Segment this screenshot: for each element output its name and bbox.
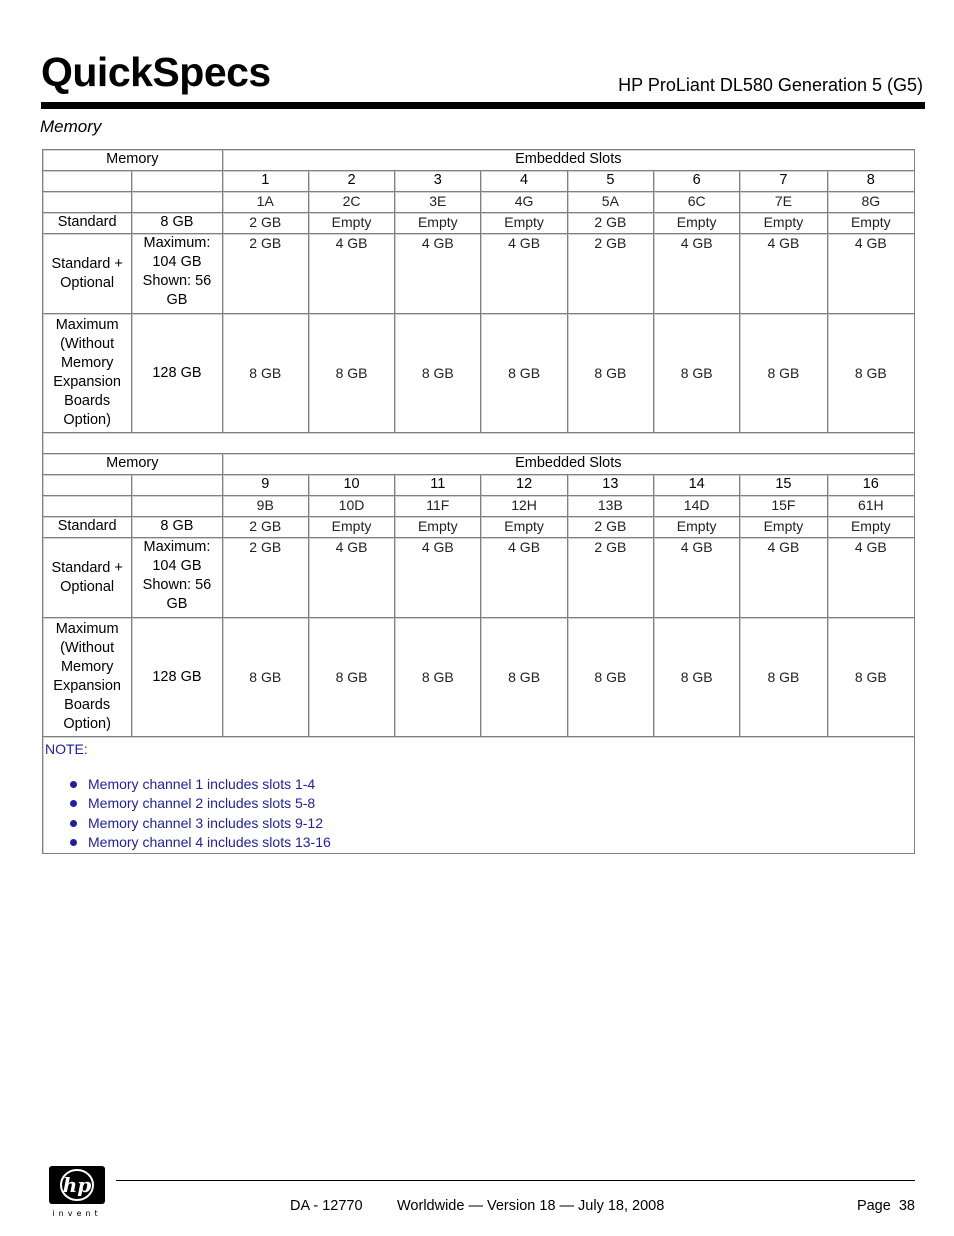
slot-value: 8 GB: [222, 314, 308, 433]
slot-number: 5: [567, 171, 653, 192]
slot-number: 1: [222, 171, 308, 192]
slot-value: 8 GB: [567, 314, 653, 433]
footer-version: Worldwide — Version 18 — July 18, 2008: [397, 1198, 665, 1214]
slot-value: 8 GB: [308, 618, 394, 737]
row-label-maximum: Maximum (Without Memory Expansion Boards Option): [43, 314, 132, 433]
slot-value: 2 GB: [567, 234, 653, 314]
slot-code: 6C: [654, 192, 740, 213]
slot-value: 2 GB: [567, 213, 653, 234]
maximum-row: [43, 314, 915, 433]
slot-value: Empty: [654, 213, 740, 234]
slot-value: 8 GB: [740, 314, 827, 433]
slot-code: 61H: [827, 496, 914, 517]
slot-value: 4 GB: [395, 234, 481, 314]
memory-label: Memory: [43, 454, 223, 475]
product-title: HP ProLiant DL580 Generation 5 (G5): [618, 75, 923, 95]
standard-row: [43, 517, 915, 538]
slot-value: 8 GB: [395, 314, 481, 433]
svg-text:hp: hp: [62, 1173, 92, 1197]
slot-value: 4 GB: [740, 538, 827, 618]
maximum-total: 128 GB: [132, 618, 222, 737]
note-list: [45, 775, 912, 853]
slot-number: 12: [481, 475, 567, 496]
slot-value: 4 GB: [481, 234, 567, 314]
footer-doc-id: DA - 12770: [290, 1198, 363, 1214]
standard-optional-row: [43, 234, 915, 314]
bullet-icon: [70, 839, 77, 846]
slot-code: 9B: [222, 496, 308, 517]
standard-optional-total: Maximum: 104 GB Shown: 56 GB: [132, 538, 222, 618]
slot-number-row: [43, 475, 915, 496]
slot-code: 7E: [740, 192, 827, 213]
memory-label: Memory: [43, 150, 223, 171]
slot-number: 15: [740, 475, 827, 496]
slot-value: 4 GB: [827, 234, 914, 314]
slot-number: 14: [654, 475, 740, 496]
empty-cell: [43, 171, 132, 192]
slot-code: 13B: [567, 496, 653, 517]
note-title: NOTE:: [45, 741, 88, 757]
slot-value: 8 GB: [740, 618, 827, 737]
slot-code: 8G: [827, 192, 914, 213]
spacer-row: [43, 433, 915, 454]
slot-value: Empty: [481, 517, 567, 538]
slot-number: 4: [481, 171, 567, 192]
slot-number: 3: [395, 171, 481, 192]
slot-code: 15F: [740, 496, 827, 517]
row-label-maximum: Maximum (Without Memory Expansion Boards Option): [43, 618, 132, 737]
slot-code-row: [43, 496, 915, 517]
slot-value: 2 GB: [222, 538, 308, 618]
slot-value: 4 GB: [481, 538, 567, 618]
slot-value: Empty: [481, 213, 567, 234]
standard-optional-total: Maximum: 104 GB Shown: 56 GB: [132, 234, 222, 314]
maximum-total: 128 GB: [132, 314, 222, 433]
row-label-standard-optional: Standard + Optional: [43, 234, 132, 314]
memory-table: [42, 149, 915, 854]
slot-code: 4G: [481, 192, 567, 213]
section-title: Memory: [40, 117, 102, 136]
slot-number-row: [43, 171, 915, 192]
slot-value: Empty: [740, 213, 827, 234]
standard-row: [43, 213, 915, 234]
slot-value: 4 GB: [308, 538, 394, 618]
embedded-slots-label: Embedded Slots: [222, 150, 914, 171]
empty-cell: [43, 496, 132, 517]
slot-value: 8 GB: [481, 618, 567, 737]
slot-code: 12H: [481, 496, 567, 517]
bullet-icon: [70, 820, 77, 827]
empty-cell: [43, 192, 132, 213]
empty-cell: [132, 496, 222, 517]
hp-logo-tagline: invent: [52, 1209, 102, 1218]
brand-title: QuickSpecs: [41, 49, 271, 95]
slot-value: 8 GB: [395, 618, 481, 737]
slot-number: 8: [827, 171, 914, 192]
note-cell: [43, 737, 915, 854]
slot-value: Empty: [827, 517, 914, 538]
slot-code: 10D: [308, 496, 394, 517]
empty-cell: [132, 475, 222, 496]
slot-value: Empty: [395, 213, 481, 234]
slot-number: 11: [395, 475, 481, 496]
note-item: [45, 833, 912, 852]
note-item-text: Memory channel 4 includes slots 13-16: [88, 834, 331, 851]
note-item-text: Memory channel 3 includes slots 9-12: [88, 814, 324, 831]
footer-page: Page 38: [856, 1198, 915, 1214]
slot-number: 16: [827, 475, 914, 496]
standard-optional-row: [43, 538, 915, 618]
table-header-row: [43, 150, 915, 171]
slot-code: 11F: [395, 496, 481, 517]
slot-value: 8 GB: [654, 618, 740, 737]
slot-value: 2 GB: [567, 538, 653, 618]
row-label-standard: Standard: [43, 517, 132, 538]
slot-number: 9: [222, 475, 308, 496]
maximum-row: [43, 618, 915, 737]
slot-value: 4 GB: [308, 234, 394, 314]
embedded-slots-label: Embedded Slots: [222, 454, 914, 475]
slot-value: Empty: [308, 213, 394, 234]
standard-total: 8 GB: [132, 213, 222, 234]
footer-rule: [116, 1180, 915, 1181]
slot-value: 8 GB: [827, 618, 914, 737]
slot-code: 3E: [395, 192, 481, 213]
slot-value: 4 GB: [654, 538, 740, 618]
slot-value: 4 GB: [654, 234, 740, 314]
hp-logo: [47, 1166, 107, 1218]
slot-value: 2 GB: [567, 517, 653, 538]
slot-value: 2 GB: [222, 234, 308, 314]
slot-value: Empty: [308, 517, 394, 538]
slot-value: Empty: [395, 517, 481, 538]
slot-code-row: [43, 192, 915, 213]
slot-value: 2 GB: [222, 517, 308, 538]
slot-value: 4 GB: [827, 538, 914, 618]
slot-value: Empty: [654, 517, 740, 538]
slot-value: 4 GB: [740, 234, 827, 314]
slot-number: 7: [740, 171, 827, 192]
slot-number: 2: [308, 171, 394, 192]
standard-total: 8 GB: [132, 517, 222, 538]
slot-value: 8 GB: [222, 618, 308, 737]
note-item: [45, 794, 912, 813]
spacer-cell: [43, 433, 915, 454]
slot-value: 8 GB: [567, 618, 653, 737]
empty-cell: [132, 171, 222, 192]
note-item-text: Memory channel 1 includes slots 1-4: [88, 776, 316, 792]
slot-code: 5A: [567, 192, 653, 213]
slot-value: 8 GB: [654, 314, 740, 433]
slot-code: 1A: [222, 192, 308, 213]
slot-value: 2 GB: [222, 213, 308, 234]
bullet-icon: [70, 781, 77, 788]
slot-value: 8 GB: [308, 314, 394, 433]
slot-number: 10: [308, 475, 394, 496]
slot-value: 4 GB: [395, 538, 481, 618]
row-label-standard: Standard: [43, 213, 132, 234]
slot-code: 2C: [308, 192, 394, 213]
note-item: [45, 814, 912, 833]
row-label-standard-optional: Standard + Optional: [43, 538, 132, 618]
slot-value: Empty: [827, 213, 914, 234]
slot-value: 8 GB: [827, 314, 914, 433]
empty-cell: [132, 192, 222, 213]
slot-code: 14D: [654, 496, 740, 517]
slot-number: 13: [567, 475, 653, 496]
note-item: [45, 775, 912, 794]
header-rule: [41, 102, 925, 109]
slot-value: 8 GB: [481, 314, 567, 433]
table-header-row: [43, 454, 915, 475]
slot-number: 6: [654, 171, 740, 192]
bullet-icon: [70, 800, 77, 807]
note-row: [43, 737, 915, 854]
empty-cell: [43, 475, 132, 496]
note-item-text: Memory channel 2 includes slots 5-8: [88, 795, 316, 812]
slot-value: Empty: [740, 517, 827, 538]
